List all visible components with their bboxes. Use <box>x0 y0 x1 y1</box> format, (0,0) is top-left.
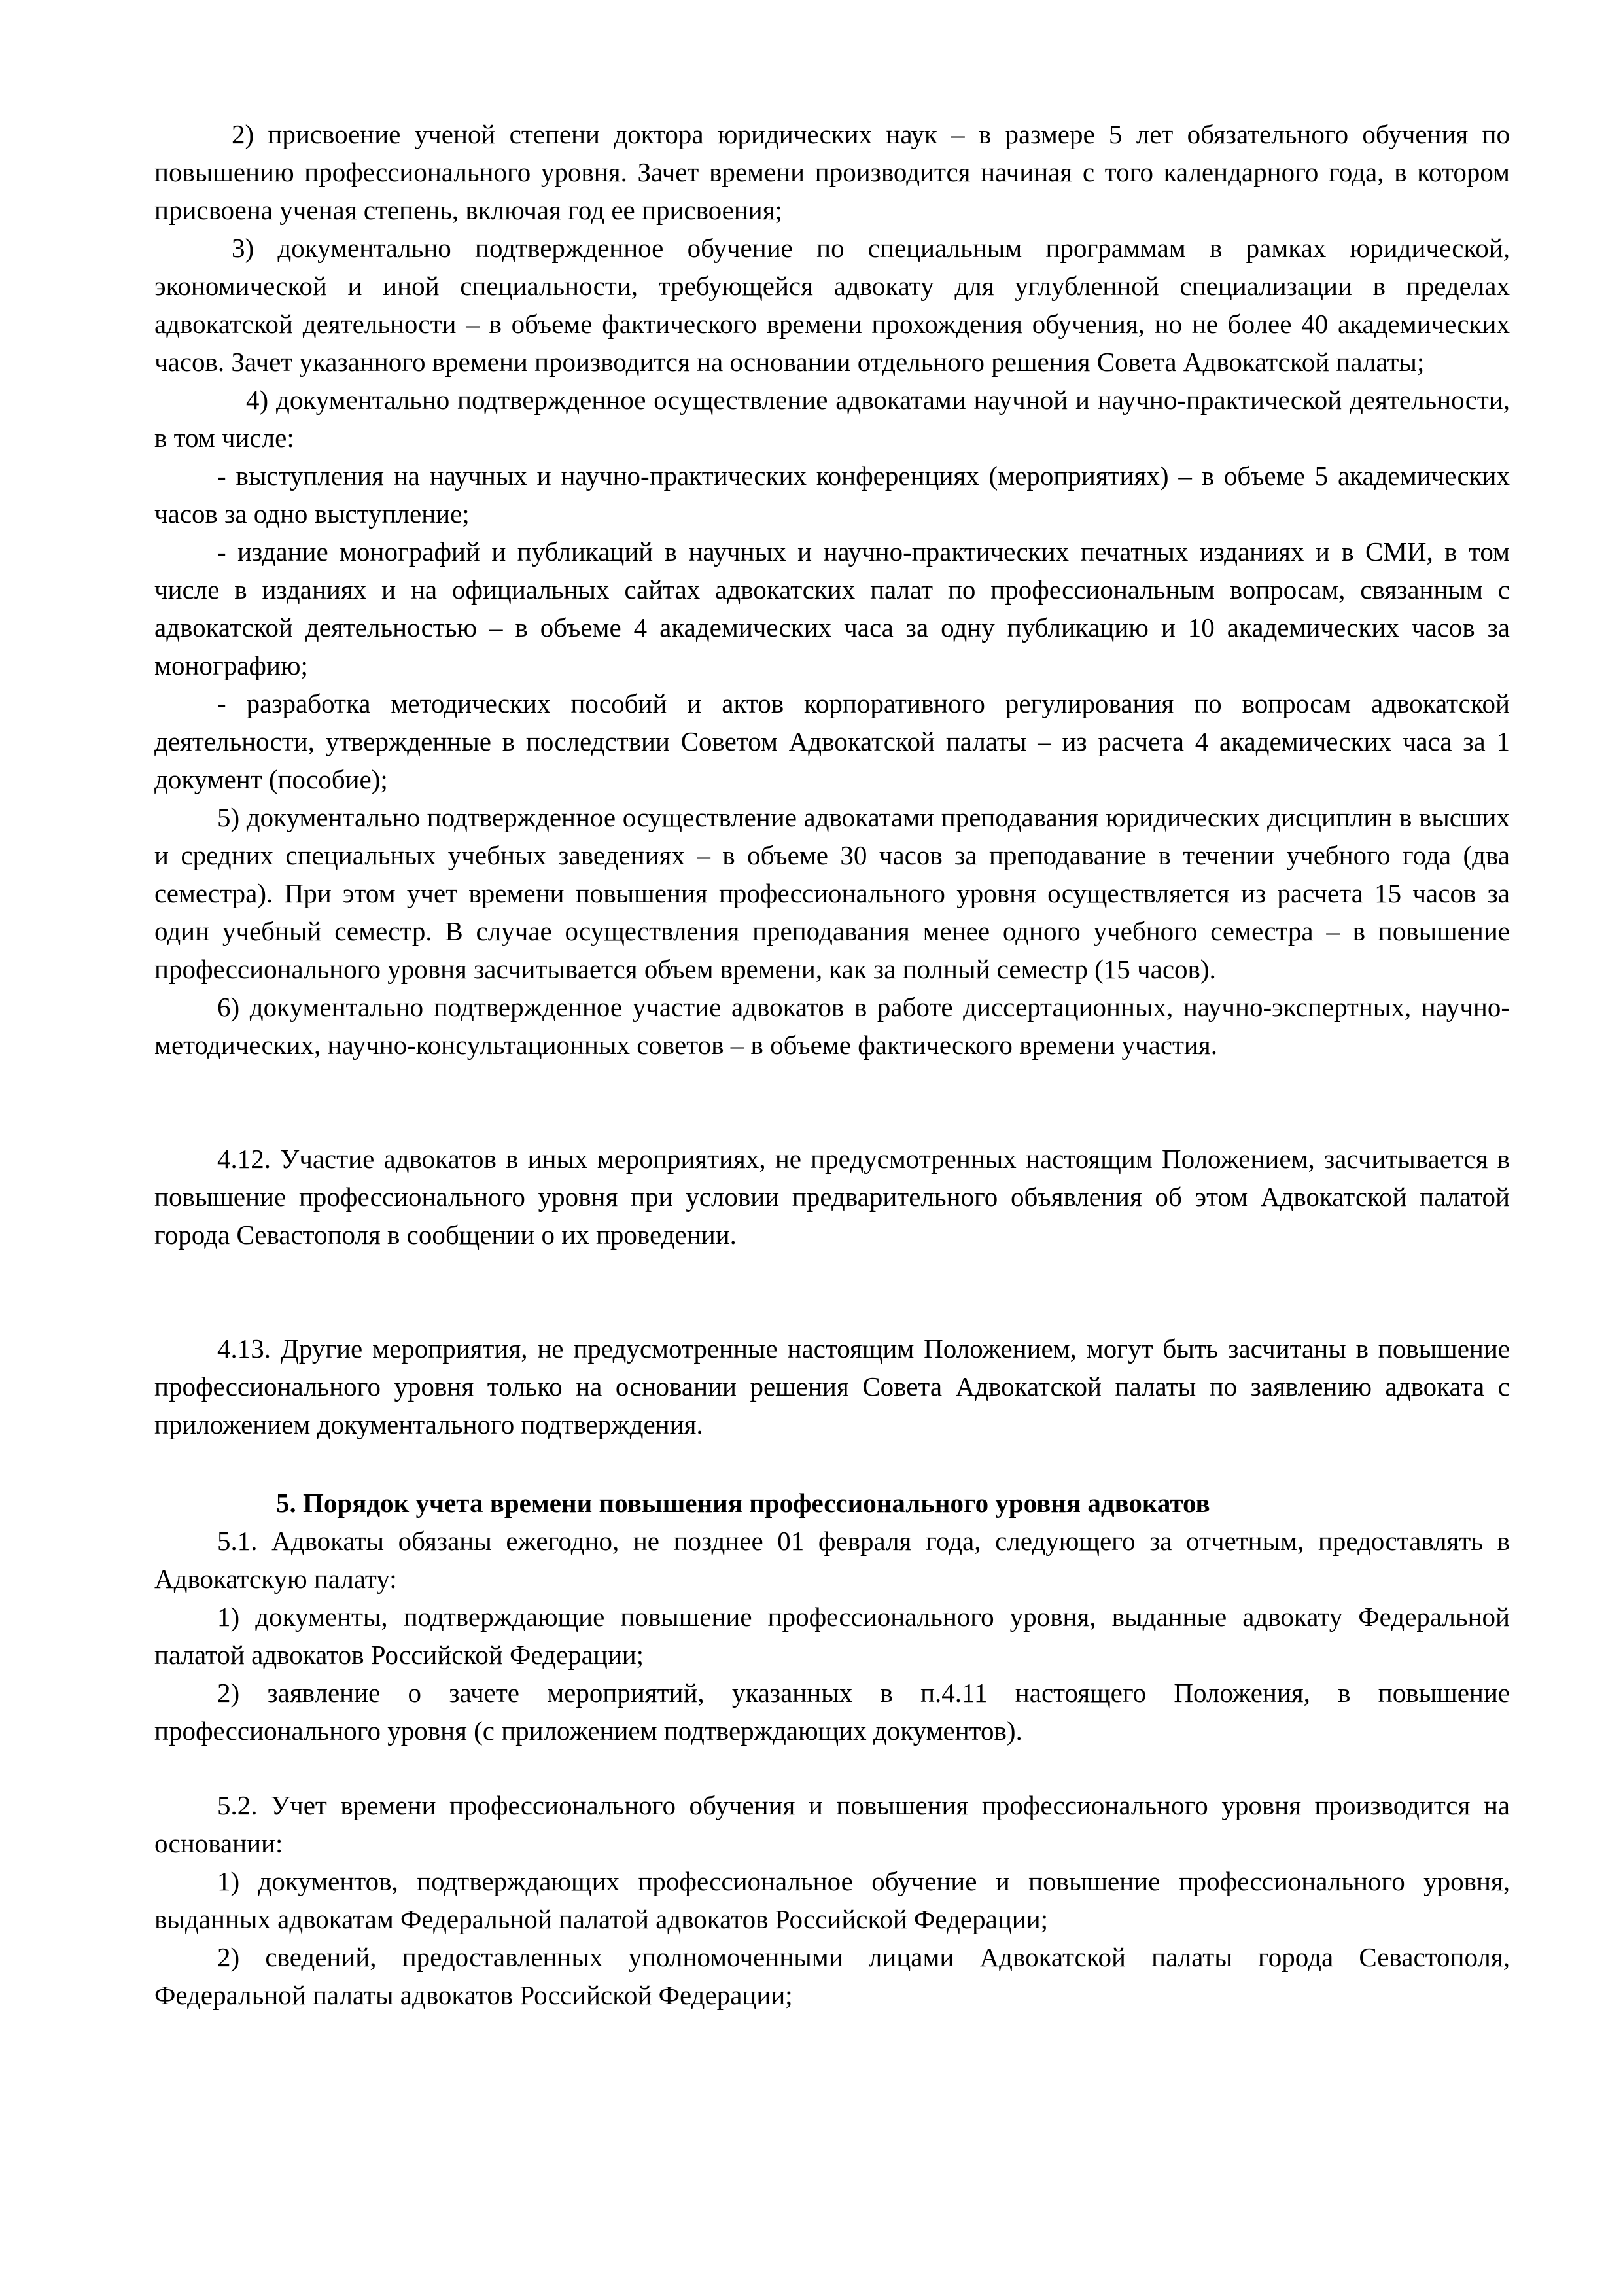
item-4-11-4-speeches: - выступления на научных и научно-практических конференциях (мероприятиях) – в объеме 5 академических часов за одно выступление; <box>154 461 1510 529</box>
paragraph-5-2: 5.2. Учет времени профессионального обучения и повышения профессионального уровня производится на основании: <box>154 1790 1510 1858</box>
item-4-11-5: 5) документально подтвержденное осуществление адвокатами преподавания юридических дисциплин в высших и средних специальных учебных заведениях – в объеме 30 часов за преподавание в течении учебного года (два семестра). При этом учет времени повышения профессионального уровня осуществляется из расчета 15 часов за один учебный семестр. В случае осуществления преподавания менее одного учебного семестра – в повышение профессионального уровня засчитывается объем времени, как за полный семестр (15 часов). <box>154 802 1510 984</box>
paragraph-4-13: 4.13. Другие мероприятия, не предусмотренные настоящим Положением, могут быть засчитаны в повышение профессионального уровня только на основании решения Совета Адвокатской палаты по заявлению адвоката с приложением документального подтверждения. <box>154 1333 1510 1439</box>
item-5-2-1: 1) документов, подтверждающих профессиональное обучение и повышение профессионального уровня, выданных адвокатам Федеральной палатой адвокатов Российской Федерации; <box>154 1866 1510 1934</box>
item-5-1-2: 2) заявление о зачете мероприятий, указанных в п.4.11 настоящего Положения, в повышение профессионального уровня (с приложением подтверждающих документов). <box>154 1678 1510 1746</box>
item-4-11-2: 2) присвоение ученой степени доктора юридических наук – в размере 5 лет обязательного обучения по повышению профессионального уровня. Зачет времени производится начиная с того календарного года, в котором присвоена ученая степень, включая год ее присвоения; <box>154 119 1510 225</box>
section-5-heading: 5. Порядок учета времени повышения профессионального уровня адвокатов <box>276 1488 1210 1518</box>
document-page <box>154 115 1510 2014</box>
item-4-11-4-methodical: - разработка методических пособий и актов корпоративного регулирования по вопросам адвокатской деятельности, утвержденные в последствии Советом Адвокатской палаты – из расчета 4 академических часа за 1 документ (пособие); <box>154 688 1510 794</box>
item-5-2-2: 2) сведений, предоставленных уполномоченными лицами Адвокатской палаты города Севастополя, Федеральной палаты адвокатов Российской Федерации; <box>154 1942 1510 2010</box>
item-4-11-6: 6) документально подтвержденное участие адвокатов в работе диссертационных, научно-экспертных, научно-методических, научно-консультационных советов – в объеме фактического времени участия. <box>154 992 1510 1060</box>
item-4-11-4-publications: - издание монографий и публикаций в научных и научно-практических печатных изданиях и в СМИ, в том числе в изданиях и на официальных сайтах адвокатских палат по профессиональным вопросам, связанным с адвокатской деятельностью – в объеме 4 академических часа за одну публикацию и 10 академических часов за монографию; <box>154 537 1510 680</box>
item-5-1-1: 1) документы, подтверждающие повышение профессионального уровня, выданные адвокату Федеральной палатой адвокатов Российской Федерации; <box>154 1602 1510 1670</box>
item-4-11-3: 3) документально подтвержденное обучение по специальным программам в рамках юридической, экономической и иной специальности, требующейся адвокату для углубленной специализации в пределах адвокатской деятельности – в объеме фактического времени прохождения обучения, но не более 40 академических часов. Зачет указанного времени производится на основании отдельного решения Совета Адвокатской палаты; <box>154 233 1510 377</box>
item-4-11-4: 4) документально подтвержденное осуществление адвокатами научной и научно-практической деятельности, в том числе: <box>154 385 1510 453</box>
paragraph-4-12: 4.12. Участие адвокатов в иных мероприятиях, не предусмотренных настоящим Положением, засчитывается в повышение профессионального уровня при условии предварительного объявления об этом Адвокатской палатой города Севастополя в сообщении о их проведении. <box>154 1144 1510 1250</box>
paragraph-5-1: 5.1. Адвокаты обязаны ежегодно, не позднее 01 февраля года, следующего за отчетным, предоставлять в Адвокатскую палату: <box>154 1526 1510 1594</box>
